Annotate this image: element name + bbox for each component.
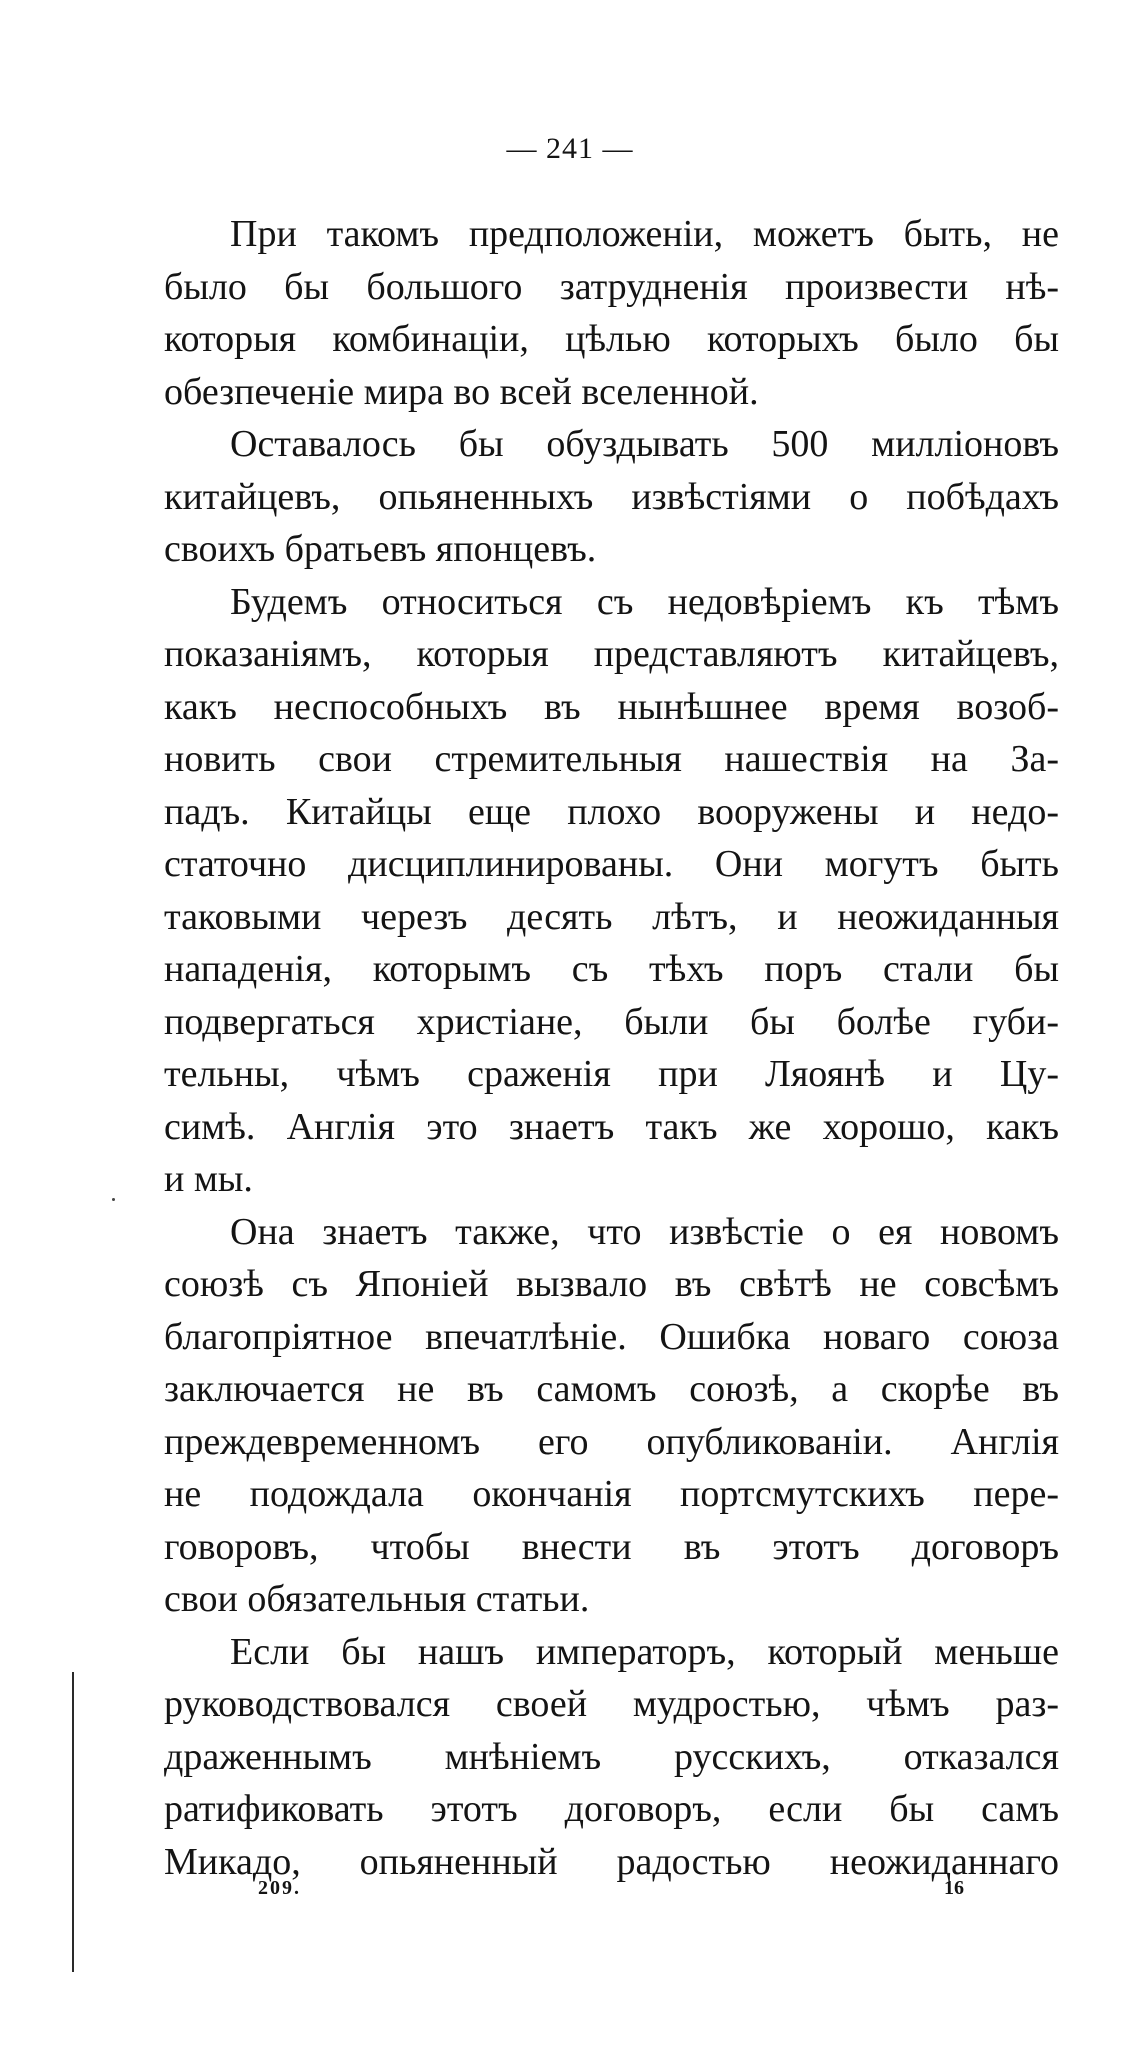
text-line: подвергаться христiане, были бы болѣе губи-: [164, 1000, 1059, 1043]
body-text: [164, 208, 1059, 1888]
paragraph: [164, 576, 1059, 1206]
text-line: руководствовался своей мудростью, чѣмъ раз-: [164, 1683, 1059, 1725]
text-line: При такомъ предположенiи, можетъ быть, не: [230, 213, 1059, 255]
text-line: говоровъ, чтобы внести въ этотъ договоръ: [164, 1525, 1059, 1568]
text-line: Она знаетъ также, что извѣстiе о ея новомъ: [230, 1210, 1059, 1253]
text-line: и мы.: [164, 1158, 253, 1200]
sheet-number: 16: [944, 1877, 964, 1899]
paragraph: [164, 208, 1059, 418]
text-line: китайцевъ, опьяненныхъ извѣстiями о побѣдахъ: [164, 475, 1059, 518]
paragraph: [164, 1206, 1059, 1626]
text-line: было бы большого затрудненiя произвести нѣ-: [164, 265, 1059, 308]
text-line: новить свои стремительныя нашествiя на За-: [164, 738, 1059, 780]
text-line: Оставалось бы обуздывать 500 миллiоновъ: [230, 423, 1059, 465]
text-line: тельны, чѣмъ сраженiя при Ляоянѣ и Цу-: [164, 1053, 1059, 1095]
text-line: которыя комбинацiи, цѣлью которыхъ было бы: [164, 318, 1059, 360]
text-line: заключается не въ самомъ союзѣ, а скорѣе въ: [164, 1368, 1059, 1410]
text-line: союзѣ съ Японiей вызвало въ свѣтѣ не совсѣмъ: [164, 1263, 1059, 1305]
text-line: Если бы нашъ императоръ, который меньше: [230, 1630, 1059, 1673]
text-line: Будемъ относиться съ недовѣрiемъ къ тѣмъ: [230, 580, 1059, 623]
scan-margin-line: [72, 1672, 74, 1972]
text-line: обезпеченiе мира во всей вселенной.: [164, 370, 759, 413]
text-line: нападенiя, которымъ съ тѣхъ поръ стали бы: [164, 948, 1059, 990]
text-line: симѣ. Англiя это знаетъ такъ же хорошо, какъ: [164, 1105, 1059, 1148]
text-line: падъ. Китайцы еще плохо вооружены и недо-: [164, 790, 1059, 833]
text-line: своихъ братьевъ японцевъ.: [164, 528, 597, 570]
paragraph: [164, 1626, 1059, 1889]
text-line: не подождала окончанiя портсмутскихъ пере-: [164, 1473, 1059, 1515]
text-line: таковыми черезъ десять лѣтъ, и неожиданныя: [164, 895, 1059, 938]
page-footer: [0, 1877, 1140, 1917]
page-number: — 241 —: [506, 132, 634, 165]
text-line: благопрiятное впечатлѣнiе. Ошибка новаго союза: [164, 1315, 1059, 1358]
scan-speck: [112, 1198, 115, 1201]
text-line: какъ неспособныхъ въ нынѣшнее время возоб-: [164, 685, 1059, 728]
text-line: статочно дисциплинированы. Они могутъ быть: [164, 843, 1059, 885]
text-line: показанiямъ, которыя представляютъ китайцевъ,: [164, 633, 1059, 675]
paragraph: [164, 418, 1059, 576]
text-line: драженнымъ мнѣнiемъ русскихъ, отказался: [164, 1735, 1059, 1778]
text-line: Микадо, опьяненный радостью неожиданнаго: [164, 1840, 1059, 1883]
text-line: ратификовать этотъ договоръ, если бы самъ: [164, 1788, 1059, 1830]
text-line: свои обязательныя статьи.: [164, 1578, 590, 1620]
printer-signature-mark: 209.: [258, 1877, 301, 1899]
text-line: преждевременномъ его опубликованiи. Англiя: [164, 1420, 1059, 1463]
